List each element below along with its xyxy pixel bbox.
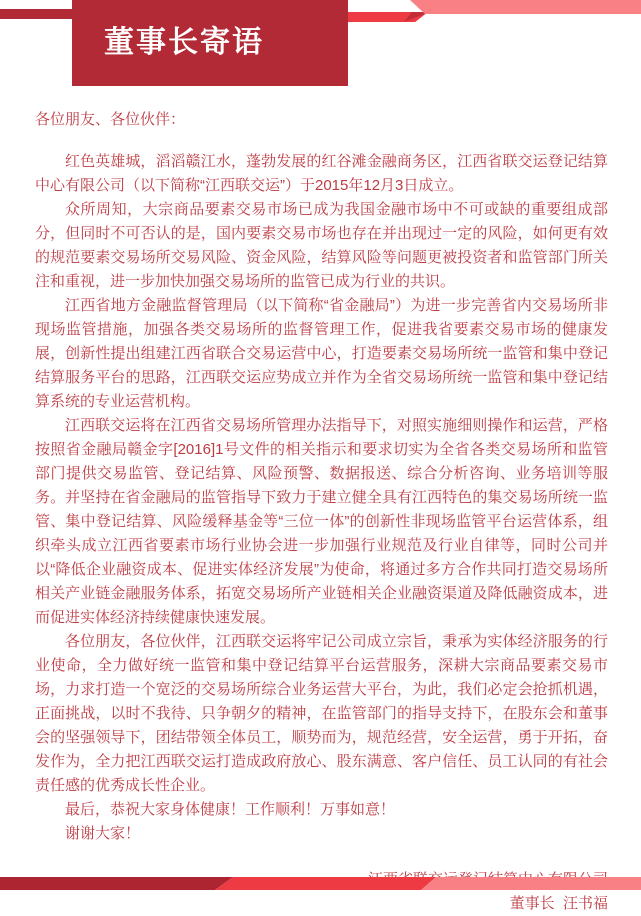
body-paragraph: 江西联交运将在江西省交易场所管理办法指导下，对照实施细则操作和运营，严格按照省金融局赣金字[2016]1号文件的相关指示和要求切实为全省各类交易场所和监管部门提供交易监管、登记结算、风险预警、数据报送、综合分析咨询、业务培训等服务。并坚持在省金融局的监管指导下致力于建立健全具有江西特色的集交易场所统一监管、集中登记结算、风险缓释基金等“三位一体”的创新性非现场监管平台运营体系，组织牵头成立江西省要素市场行业协会进一步加强行业规范及行业自律等，同时公司并以“降低企业融资成本、促进实体经济发展”为使命，将通过多方合作共同打造交易场所相关产业链金融服务体系，拓宽交易场所产业链相关企业融资渠道及降低融资成本，进而促进实体经济持续健康快速发展。 (35, 417, 608, 626)
signature-chairman: 董事长 汪书福 (509, 895, 608, 912)
paragraphs (35, 150, 608, 846)
body-paragraph: 各位朋友，各位伙伴，江西联交运将牢记公司成立宗旨，秉承为实体经济服务的行业使命，全力做好统一监管和集中登记结算平台运营服务，深耕大宗商品要素交易市场，力求打造一个宽泛的交易场所综合业务运营大平台，为此，我们必定会抢抓机遇，正面挑战，以时不我待、只争朝夕的精神，在监管部门的指导支持下，在股东会和董事会的坚强领导下，团结带领全体员工，顺势而为，规范经营，安全运营，勇于开拓，奋发作为，全力把江西联交运打造成政府放心、股东满意、客户信任、员工认同的有社会责任感的优秀成长性企业。 (35, 633, 608, 794)
document-body (0, 86, 641, 916)
body-paragraph: 众所周知，大宗商品要素交易市场已成为我国金融市场中不可或缺的重要组成部分，但同时不可否认的是，国内要素交易市场也存在并出现过一定的风险，如何更有效的规范要素交易场所交易风险、资金风险，结算风险等问题更被投资者和监管部门所关注和重视，进一步加快加强交易场所的监管已成为行业的共识。 (35, 201, 608, 290)
page-title: 董事长寄语 (104, 26, 264, 59)
body-paragraph: 红色英雄城，滔滔赣江水，蓬勃发展的红谷滩金融商务区，江西省联交运登记结算中心有限公司（以下简称“江西联交运”）于2015年12月3日成立。 (35, 153, 608, 194)
salutation: 各位朋友、各位伙伴： (35, 111, 186, 128)
top-left-ribbon (0, 9, 72, 19)
signature-block (35, 868, 608, 916)
title-banner (72, 0, 348, 86)
top-pink-ribbon (410, 0, 641, 14)
body-paragraph: 最后，恭祝大家身体健康！工作顺利！万事如意！ (65, 801, 396, 818)
body-paragraph: 谢谢大家！ (65, 825, 141, 842)
body-paragraph: 江西省地方金融监督管理局（以下简称“省金融局”）为进一步完善省内交易场所非现场监管措施，加强各类交易场所的监督管理工作，促进我省要素交易市场的健康发展，创新性提出组建江西省联合交易运营中心，打造要素交易场所统一监管和集中登记结算服务平台的思路，江西联交运应势成立并作为全省交易场所统一监管和集中登记结算系统的专业运营机构。 (35, 297, 608, 410)
bottom-ribbon (0, 877, 641, 890)
